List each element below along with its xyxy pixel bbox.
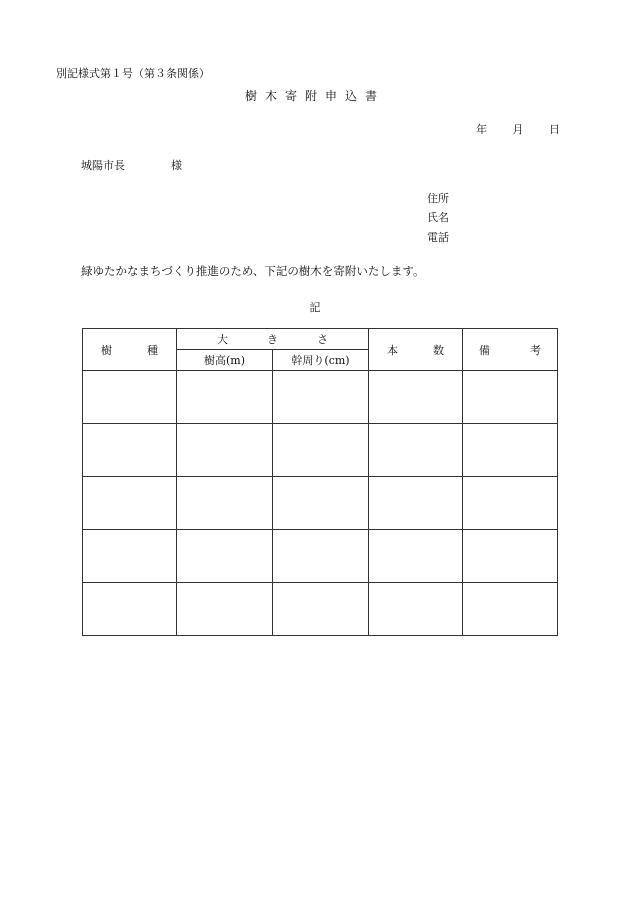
table-cell [463, 530, 558, 583]
applicant-address-label: 住所 [427, 192, 449, 205]
date-month-label: 月 [512, 123, 524, 136]
addressee-honorific: 様 [171, 159, 182, 172]
addressee-name: 城陽市長 [81, 159, 125, 172]
table-cell [463, 424, 558, 477]
date-day-label: 日 [549, 123, 560, 136]
tree-donation-table [82, 328, 558, 636]
header-remarks-char-2: 考 [530, 343, 541, 357]
table-cell [369, 530, 463, 583]
table-cell [177, 477, 273, 530]
table-cell [273, 424, 369, 477]
table-cell [83, 371, 177, 424]
header-size-char-2: き [267, 333, 278, 346]
table-cell [369, 371, 463, 424]
table-row [83, 424, 558, 477]
table-cell [83, 424, 177, 477]
header-size [177, 329, 369, 350]
table-cell [463, 583, 558, 636]
table-row [83, 530, 558, 583]
table-cell [273, 477, 369, 530]
addressee [81, 157, 182, 173]
date-line [476, 121, 560, 137]
header-count [369, 329, 463, 371]
table-cell [273, 530, 369, 583]
ki-heading: 記 [309, 301, 321, 314]
table-header-row [83, 329, 558, 350]
table-cell [369, 583, 463, 636]
form-number: 別記様式第１号（第３条関係） [56, 67, 210, 80]
table-cell [177, 583, 273, 636]
header-remarks [463, 329, 558, 371]
table-cell [273, 371, 369, 424]
header-size-char-3: さ [317, 333, 328, 346]
header-girth: 幹周り(cm) [273, 350, 369, 371]
header-size-char-1: 大 [217, 333, 228, 346]
table-row [83, 477, 558, 530]
date-year-label: 年 [476, 123, 487, 136]
header-count-char-2: 数 [433, 343, 444, 357]
header-remarks-char-1: 備 [479, 343, 490, 357]
applicant-phone-label: 電話 [427, 231, 449, 244]
header-height: 樹高(m) [177, 350, 273, 371]
table-cell [177, 424, 273, 477]
table-cell [83, 477, 177, 530]
table-row [83, 371, 558, 424]
table-cell [273, 583, 369, 636]
header-count-char-1: 本 [387, 343, 398, 357]
table-cell [83, 530, 177, 583]
applicant-name-label: 氏名 [427, 211, 449, 224]
table-cell [177, 371, 273, 424]
table-cell [177, 530, 273, 583]
header-species-char-1: 樹 [101, 343, 112, 357]
table-row [83, 583, 558, 636]
header-species [83, 329, 177, 371]
table-cell [83, 583, 177, 636]
table-cell [369, 477, 463, 530]
body-text: 緑ゆたかなまちづくり推進のため、下記の樹木を寄附いたします。 [81, 264, 425, 278]
header-species-char-2: 種 [147, 343, 158, 357]
table-cell [369, 424, 463, 477]
document-title: 樹木寄附申込書 [244, 89, 385, 103]
table-cell [463, 371, 558, 424]
table-cell [463, 477, 558, 530]
